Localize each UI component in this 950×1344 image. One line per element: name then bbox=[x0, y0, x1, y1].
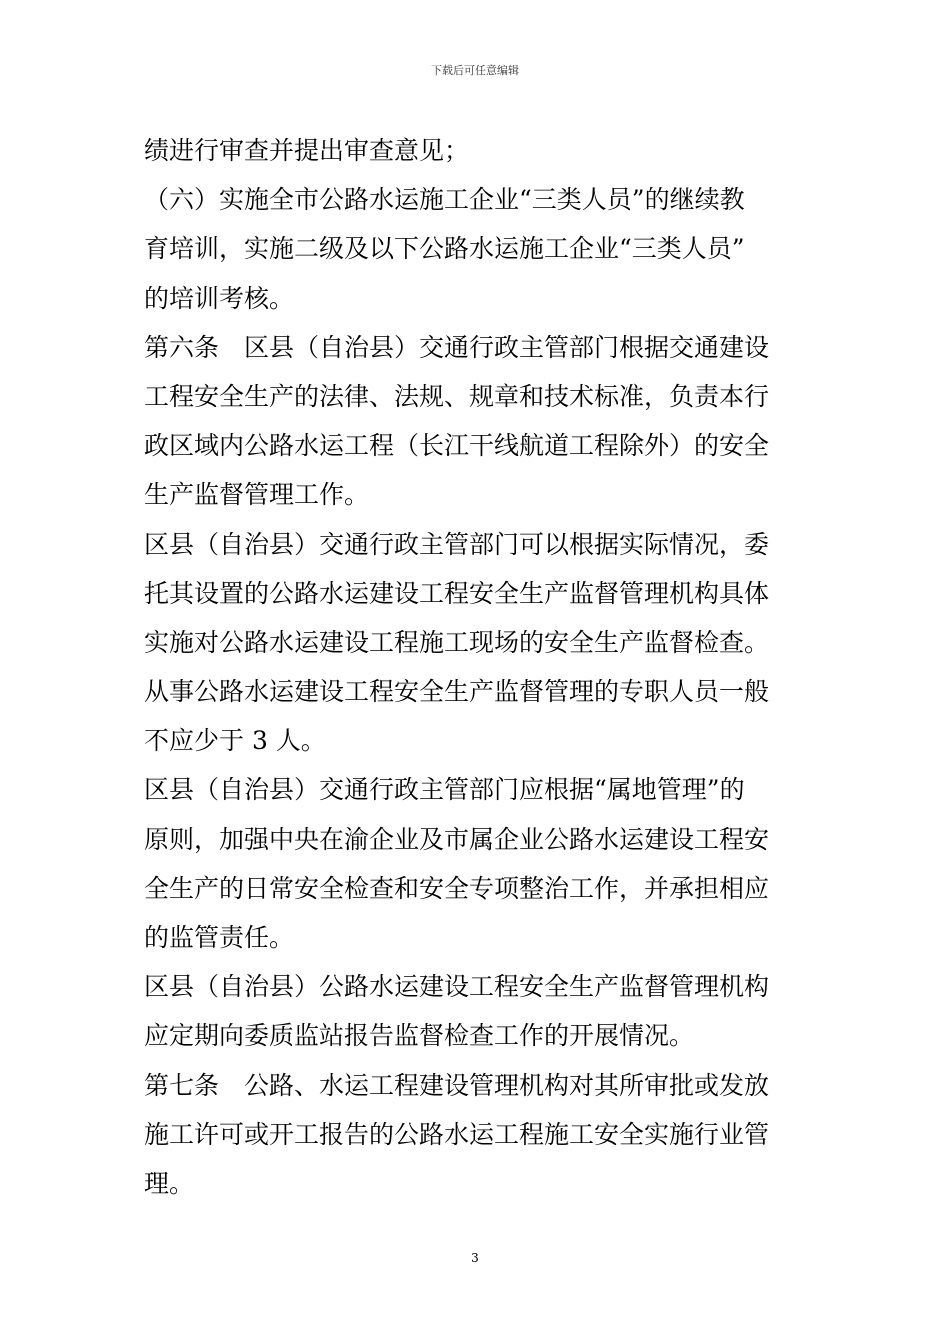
text-line: 的监管责任。 bbox=[144, 923, 295, 952]
text-line: 施工许可或开工报告的公路水运工程施工安全实施行业管 bbox=[144, 1119, 770, 1149]
text-line: 全生产的日常安全检查和安全专项整治工作，并承担相应 bbox=[144, 873, 770, 903]
text-line: 区县（自治县）交通行政主管部门可以根据实际情况，委 bbox=[144, 529, 770, 559]
document-body bbox=[144, 126, 808, 1208]
page-header: 下载后可任意编辑 bbox=[431, 64, 519, 77]
text-line: 的培训考核。 bbox=[144, 283, 295, 313]
text-line: 绩进行审查并提出审查意见； bbox=[144, 136, 470, 165]
text-line: 区县（自治县）交通行政主管部门应根据“属地管理”的 bbox=[144, 775, 745, 805]
text-line: 原则，加强中央在渝企业及市属企业公路水运建设工程安 bbox=[144, 824, 770, 854]
text-line: 实施对公路水运建设工程施工现场的安全生产监督检查。 bbox=[144, 627, 770, 657]
text-line: 理。 bbox=[144, 1168, 195, 1198]
text-line: 区县（自治县）公路水运建设工程安全生产监督管理机构 bbox=[144, 972, 770, 1002]
page-number: 3 bbox=[471, 1251, 479, 1265]
text-line: 生产监督管理工作。 bbox=[144, 480, 370, 510]
text-line: （六）实施全市公路水运施工企业“三类人员”的继续教 bbox=[144, 185, 745, 215]
text-line: 第七条 公路、水运工程建设管理机构对其所审批或发放 bbox=[144, 1070, 770, 1100]
text-line: 育培训，实施二级及以下公路水运施工企业“三类人员” bbox=[144, 234, 745, 264]
text-line: 应定期向委质监站报告监督检查工作的开展情况。 bbox=[144, 1021, 695, 1051]
text-line: 政区域内公路水运工程（长江干线航道工程除外）的安全 bbox=[144, 431, 770, 461]
text-line: 不应少于 3 人。 bbox=[144, 726, 326, 756]
text-line: 工程安全生产的法律、法规、规章和技术标准，负责本行 bbox=[144, 381, 770, 411]
text-line: 托其设置的公路水运建设工程安全生产监督管理机构具体 bbox=[144, 578, 770, 608]
text-line: 从事公路水运建设工程安全生产监督管理的专职人员一般 bbox=[144, 677, 770, 707]
text-line: 第六条 区县（自治县）交通行政主管部门根据交通建设 bbox=[144, 332, 770, 362]
